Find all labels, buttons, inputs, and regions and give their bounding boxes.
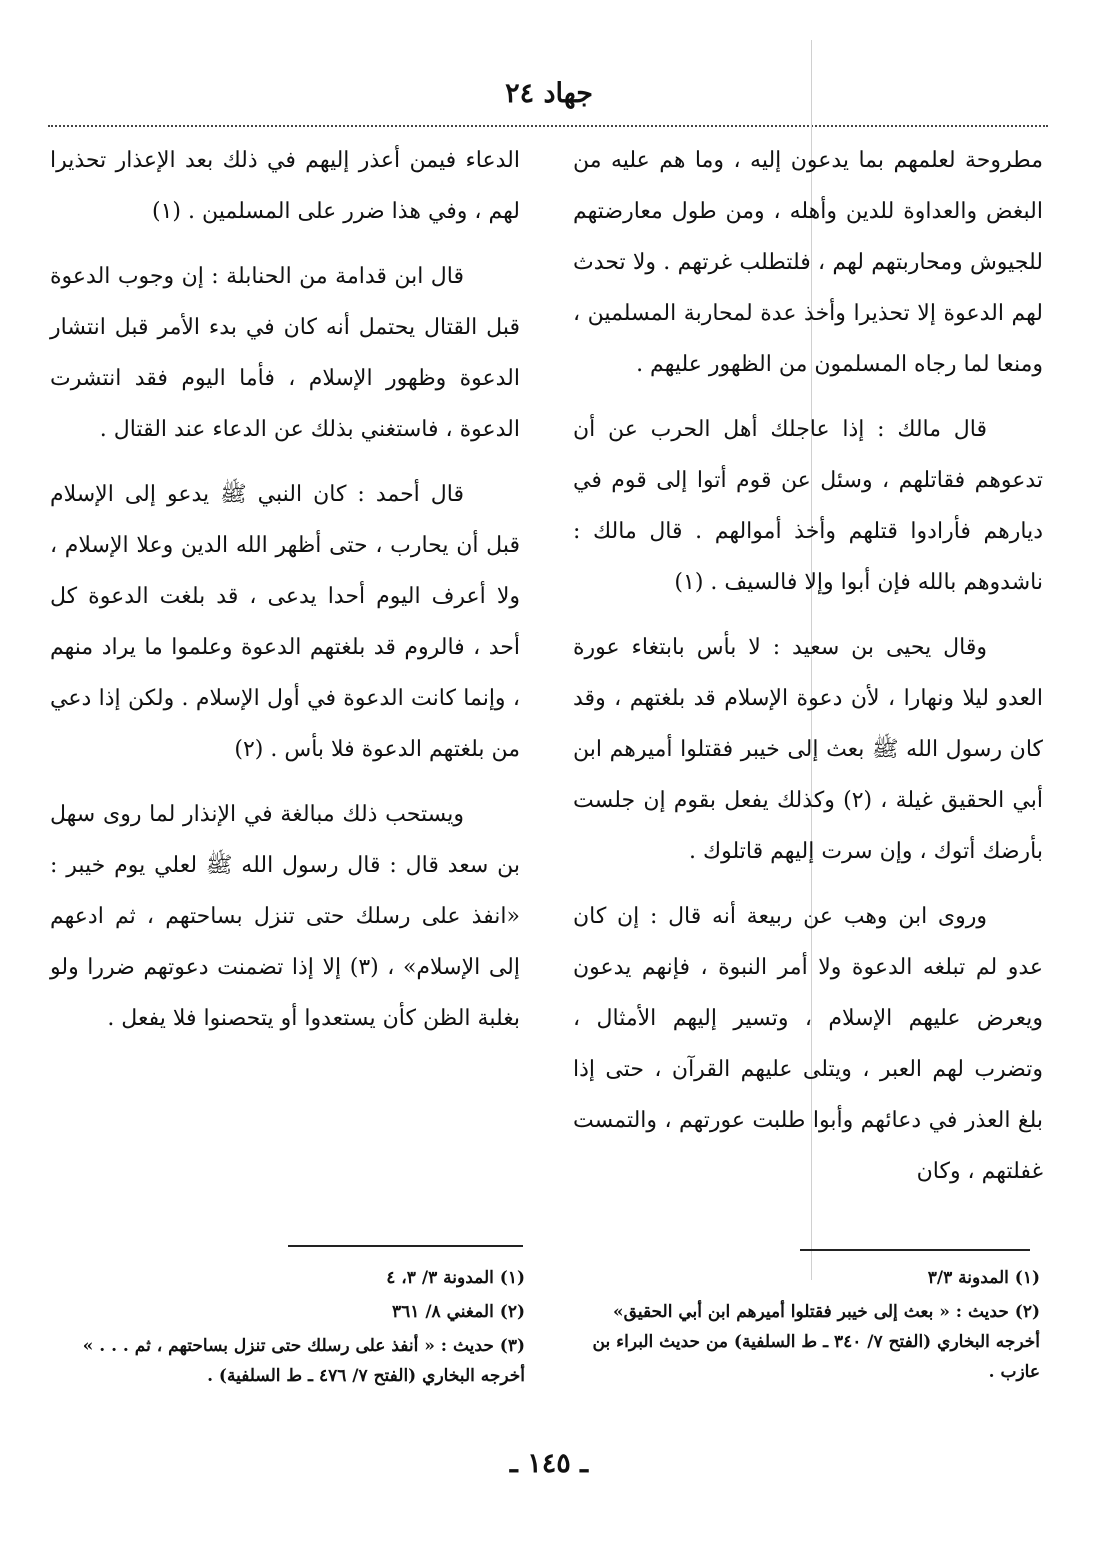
- footnote: (٣) حديث : « أنفذ على رسلك حتى تنزل بساحتهم ، ثم . . . » أخرجه البخاري (الفتح ٧/ ٤٧٦ ـ ط السلفية) .: [82, 1336, 525, 1386]
- header-dotted-rule: [48, 125, 1048, 127]
- right-footnotes: [580, 1263, 1040, 1391]
- right-footnote-rule: [800, 1249, 1030, 1251]
- footnote: (١) المدونة ٣/٣: [927, 1268, 1040, 1288]
- left-paragraph: قال ابن قدامة من الحنابلة : إن وجوب الدعوة قبل القتال يحتمل أنه كان في بدء الأمر قبل انتشار الدعوة وظهور الإسلام ، فأما اليوم فقد انتشرت الدعوة ، فاستغني بذلك عن الدعاء عند القتال .: [50, 264, 520, 442]
- page-number: ـ ١٤٥ ـ: [509, 1448, 589, 1479]
- right-paragraph: وروى ابن وهب عن ربيعة أنه قال : إن كان عدو لم تبلغه الدعوة ولا أمر النبوة ، فإنهم يدعون ويعرض عليهم الإسلام ، وتسير إليهم الأمثال ، وتضرب لهم العبر ، ويتلى عليهم القرآن ، حتى إذا بلغ العذر في دعائهم وأبوا طلبت عورتهم ، والتمست غفلتهم ، وكان: [573, 904, 1044, 1184]
- left-paragraph: الدعاء فيمن أعذر إليهم في ذلك بعد الإعذار تحذيرا لهم ، وفي هذا ضرر على المسلمين . (١): [50, 148, 520, 224]
- right-paragraph: وقال يحيى بن سعيد : لا بأس بابتغاء عورة العدو ليلا ونهارا ، لأن دعوة الإسلام قد بلغتهم ، وقد كان رسول الله ﷺ بعث إلى خيبر فقتلوا أميرهم ابن أبي الحقيق غيلة ، (٢) وكذلك يفعل بقوم إن جلست بأرضك أتوك ، وإن سرت إليهم قاتلوك .: [573, 635, 1043, 864]
- footnote: (٢) حديث : « بعث إلى خيبر فقتلوا أميرهم ابن أبي الحقيق» أخرجه البخاري (الفتح ٧/ ٣٤٠ ـ ط السلفية) من حديث البراء بن عازب .: [592, 1302, 1040, 1382]
- left-paragraph: قال أحمد : كان النبي ﷺ يدعو إلى الإسلام قبل أن يحارب ، حتى أظهر الله الدين وعلا الإسلام ، ولا أعرف اليوم أحدا يدعى ، قد بلغت الدعوة كل أحد ، فالروم قد بلغتهم الدعوة وعلموا ما يراد منهم ، وإنما كانت الدعوة في أول الإسلام . ولكن إذا دعي من بلغتهم الدعوة فلا بأس . (٢): [50, 482, 520, 762]
- left-footnotes: [60, 1263, 525, 1395]
- footnote: (٢) المغني ٨/ ٣٦١: [392, 1302, 525, 1322]
- left-paragraph: ويستحب ذلك مبالغة في الإنذار لما روى سهل بن سعد قال : قال رسول الله ﷺ لعلي يوم خيبر : «انفذ على رسلك حتى تنزل بساحتهم ، ثم ادعهم إلى الإسلام» ، (٣) إلا إذا تضمنت دعوتهم ضررا ولو بغلبة الظن كأن يستعدوا أو يتحصنوا فلا يفعل .: [50, 802, 520, 1031]
- left-footnote-rule: [288, 1245, 523, 1247]
- left-column: [50, 135, 520, 1058]
- right-paragraph: قال مالك : إذا عاجلك أهل الحرب عن أن تدعوهم فقاتلهم ، وسئل عن قوم أتوا إلى قوم في ديارهم فأرادوا قتلهم وأخذ أموالهم . قال مالك : ناشدوهم بالله فإن أبوا وإلا فالسيف . (١): [573, 417, 1043, 595]
- right-column: [573, 135, 1043, 1211]
- page-header-title: جهاد ٢٤: [505, 78, 593, 109]
- right-paragraph: مطروحة لعلمهم بما يدعون إليه ، وما هم عليه من البغض والعداوة للدين وأهله ، ومن طول معارضتهم للجيوش ومحاربتهم لهم ، فلتطلب غرتهم . ولا تحدث لهم الدعوة إلا تحذيرا وأخذ عدة لمحاربة المسلمين ، ومنعا لما رجاه المسلمون من الظهور عليهم .: [573, 148, 1043, 377]
- footnote: (١) المدونة ٣/ ٣، ٤: [386, 1268, 525, 1288]
